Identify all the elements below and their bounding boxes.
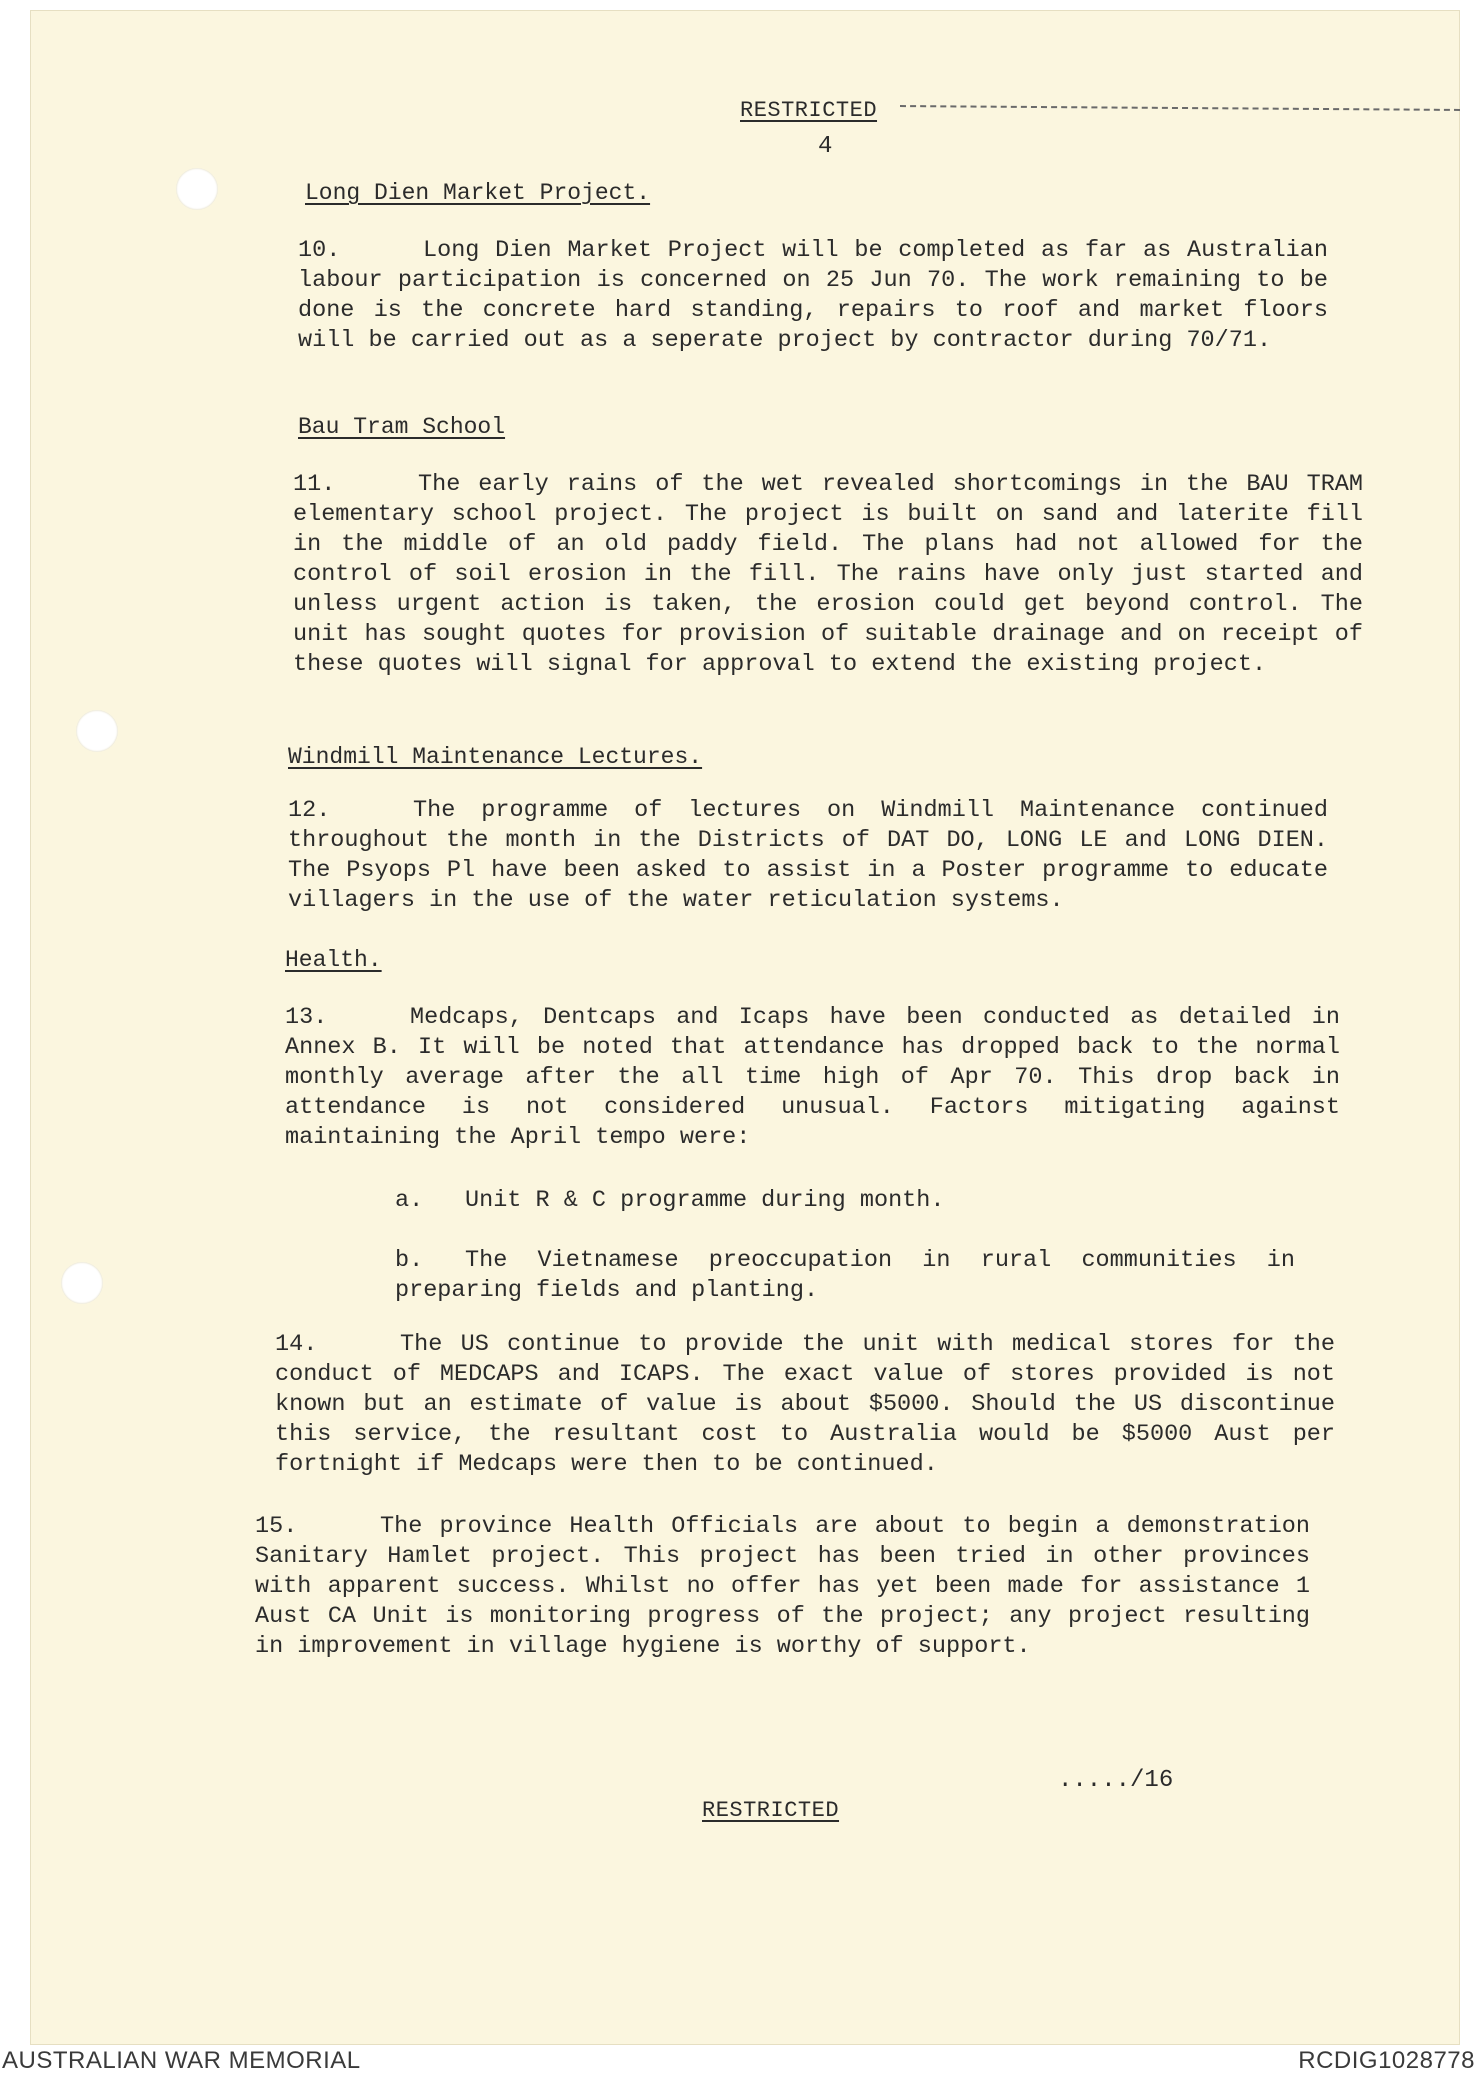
paragraph-15 — [255, 1512, 1310, 1662]
page-number: 4 — [818, 133, 833, 160]
paragraph-text: The programme of lectures on Windmill Maintenance continued throughout the month in the Districts of DAT DO, LONG LE and LONG DIEN. The Psyops Pl have been asked to assist in a Poster programme to educate villagers in the use of the water reticulation systems. — [288, 797, 1328, 914]
subitem-letter: a. — [395, 1187, 424, 1214]
subitem-letter: b. — [395, 1247, 424, 1274]
paragraph-text: Medcaps, Dentcaps and Icaps have been conducted as detailed in Annex B. It will be noted that attendance has dropped back to the normal monthly average after the all time high of Apr 70. This drop back in attendance is not considered unusual. Factors mitigating against maintaining the April tempo were: — [285, 1004, 1340, 1151]
paragraph-text: The early rains of the wet revealed shortcomings in the BAU TRAM elementary school project. The project is built on sand and laterite fill in the middle of an old paddy field. The plans had not allowed for the control of soil erosion in the fill. The rains have only just started and unless urgent action is taken, the erosion could get beyond control. The unit has sought quotes for provision of suitable drainage and on receipt of these quotes will signal for approval to extend the existing project. — [293, 471, 1363, 678]
punch-hole — [76, 710, 118, 752]
header-classification: RESTRICTED — [740, 98, 878, 123]
paragraph-12 — [288, 796, 1328, 916]
subitem-text: Unit R & C programme during month. — [465, 1187, 945, 1214]
footer-classification: RESTRICTED — [702, 1798, 840, 1823]
paragraph-number: 14. — [275, 1331, 318, 1358]
section-heading-long-dien: Long Dien Market Project. — [305, 180, 651, 206]
subitem-text: The Vietnamese preoccupation in rural communities in preparing fields and planting. — [395, 1247, 1295, 1304]
punch-hole — [176, 168, 218, 210]
paragraph-number: 13. — [285, 1004, 328, 1031]
paragraph-number: 11. — [293, 471, 336, 498]
punch-hole — [61, 1262, 103, 1304]
section-heading-bau-tram: Bau Tram School — [298, 414, 506, 440]
paragraph-number: 15. — [255, 1513, 298, 1540]
paragraph-13 — [285, 1003, 1340, 1153]
archive-footer-left: AUSTRALIAN WAR MEMORIAL — [2, 2047, 361, 2074]
paragraph-text: The province Health Officials are about to begin a demonstration Sanitary Hamlet project. This project has been tried in other provinces with apparent success. Whilst no offer has yet been made for assistance 1 Aust CA Unit is monitoring progress of the project; any project resulting in improvement in village hygiene is worthy of support. — [255, 1513, 1310, 1660]
paragraph-11 — [293, 470, 1363, 680]
paragraph-text: Long Dien Market Project will be completed as far as Australian labour participation is concerned on 25 Jun 70. The work remaining to be done is the concrete hard standing, repairs to roof and market floors will be carried out as a seperate project by contractor during 70/71. — [298, 237, 1328, 354]
paragraph-number: 12. — [288, 797, 331, 824]
paragraph-14 — [275, 1330, 1335, 1480]
archive-footer-right: RCDIG1028778 — [1298, 2047, 1475, 2074]
section-heading-health: Health. — [285, 947, 382, 973]
section-heading-windmill: Windmill Maintenance Lectures. — [288, 744, 703, 770]
paragraph-text: The US continue to provide the unit with medical stores for the conduct of MEDCAPS and ICAPS. The exact value of stores provided is not known but an estimate of value is about $5000. Should the US discontinue this service, the resultant cost to Australia would be $5000 Aust per fortnight if Medcaps were then to be continued. — [275, 1331, 1335, 1478]
subitem-a — [395, 1186, 1295, 1216]
paragraph-10 — [298, 236, 1328, 356]
paragraph-number: 10. — [298, 237, 341, 264]
subitem-b — [395, 1246, 1295, 1306]
continuation-marker: ...../16 — [1058, 1767, 1174, 1794]
